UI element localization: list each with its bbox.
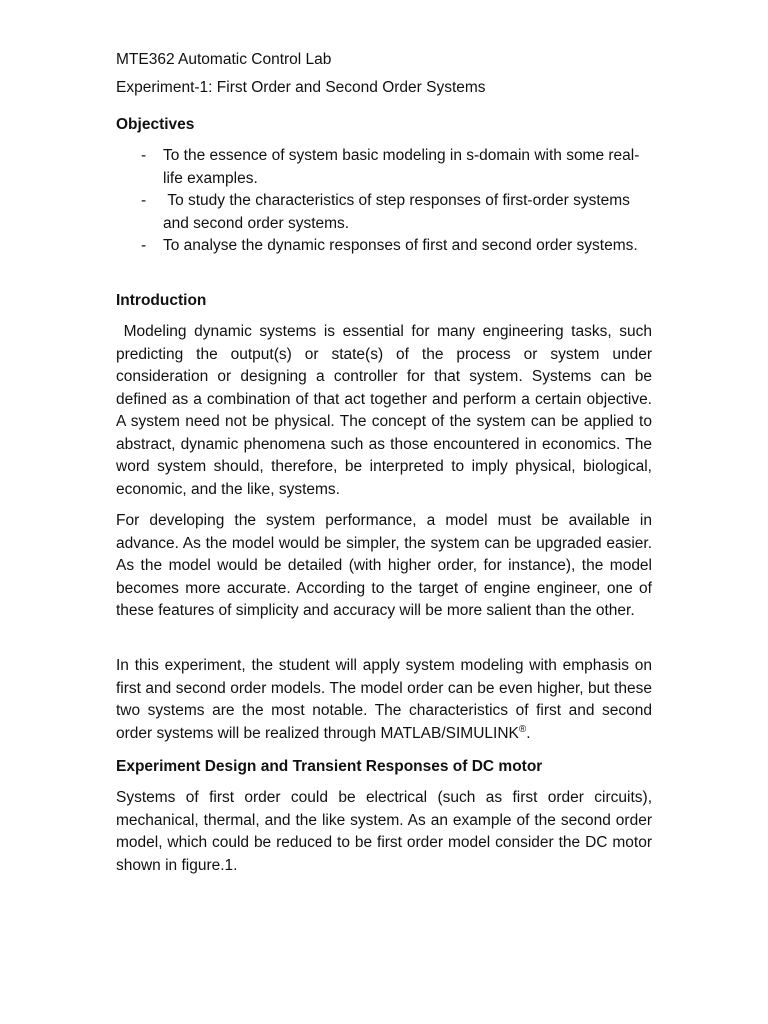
intro-paragraph-3-end: . bbox=[526, 724, 531, 742]
design-heading: Experiment Design and Transient Responses of DC motor bbox=[116, 758, 543, 775]
experiment-title: Experiment-1: First Order and Second Order Systems bbox=[116, 79, 486, 96]
intro-paragraph-3 bbox=[116, 655, 652, 745]
bullet-dash: - bbox=[141, 147, 147, 164]
registered-mark: ® bbox=[518, 723, 527, 735]
objective-text: To the essence of system basic modeling in s-domain with some real-life examples. bbox=[163, 147, 640, 187]
objectives-list bbox=[116, 145, 656, 258]
list-item bbox=[116, 145, 656, 190]
bullet-dash: - bbox=[141, 192, 147, 209]
bullet-dash: - bbox=[141, 237, 147, 254]
course-title: MTE362 Automatic Control Lab bbox=[116, 51, 332, 68]
intro-paragraph-1: Modeling dynamic systems is essential for many engineering tasks, such predicting the output(s) or state(s) of the process or system under consideration or designing a controller for that system. Systems can be defined as a combination of that act together and perform a certain objective. A system need not be physical. The concept of the system can be applied to abstract, dynamic phenomena such as those encountered in economics. The word system should, therefore, be interpreted to imply physical, biological, economic, and the like, systems. bbox=[116, 323, 657, 498]
objective-text: To analyse the dynamic responses of first and second order systems. bbox=[163, 237, 638, 254]
introduction-heading: Introduction bbox=[116, 292, 207, 309]
list-item bbox=[116, 190, 656, 235]
intro-paragraph-2: For developing the system performance, a model must be available in advance. As the model would be simpler, the system can be upgraded easier. As the model would be detailed (with higher order, for instance), the model becomes more accurate. According to the target of engine engineer, one of these features of simplicity and accuracy will be more salient than the other. bbox=[116, 512, 652, 619]
design-paragraph-1: Systems of first order could be electrical (such as first order circuits), mechanical, thermal, and the like system. As an example of the second order model, which could be reduced to be first order model consider the DC motor shown in figure.1. bbox=[116, 789, 652, 874]
intro-paragraph-3-text: In this experiment, the student will apply system modeling with emphasis on first and second order models. The model order can be even higher, but these two systems are the most notable. The characteristics of first and second order systems will be realized through MATLAB/SIMULINK bbox=[116, 657, 652, 742]
objectives-heading: Objectives bbox=[116, 116, 195, 133]
objective-text: To study the characteristics of step responses of first-order systems and second order systems. bbox=[163, 192, 635, 232]
list-item bbox=[116, 235, 656, 258]
